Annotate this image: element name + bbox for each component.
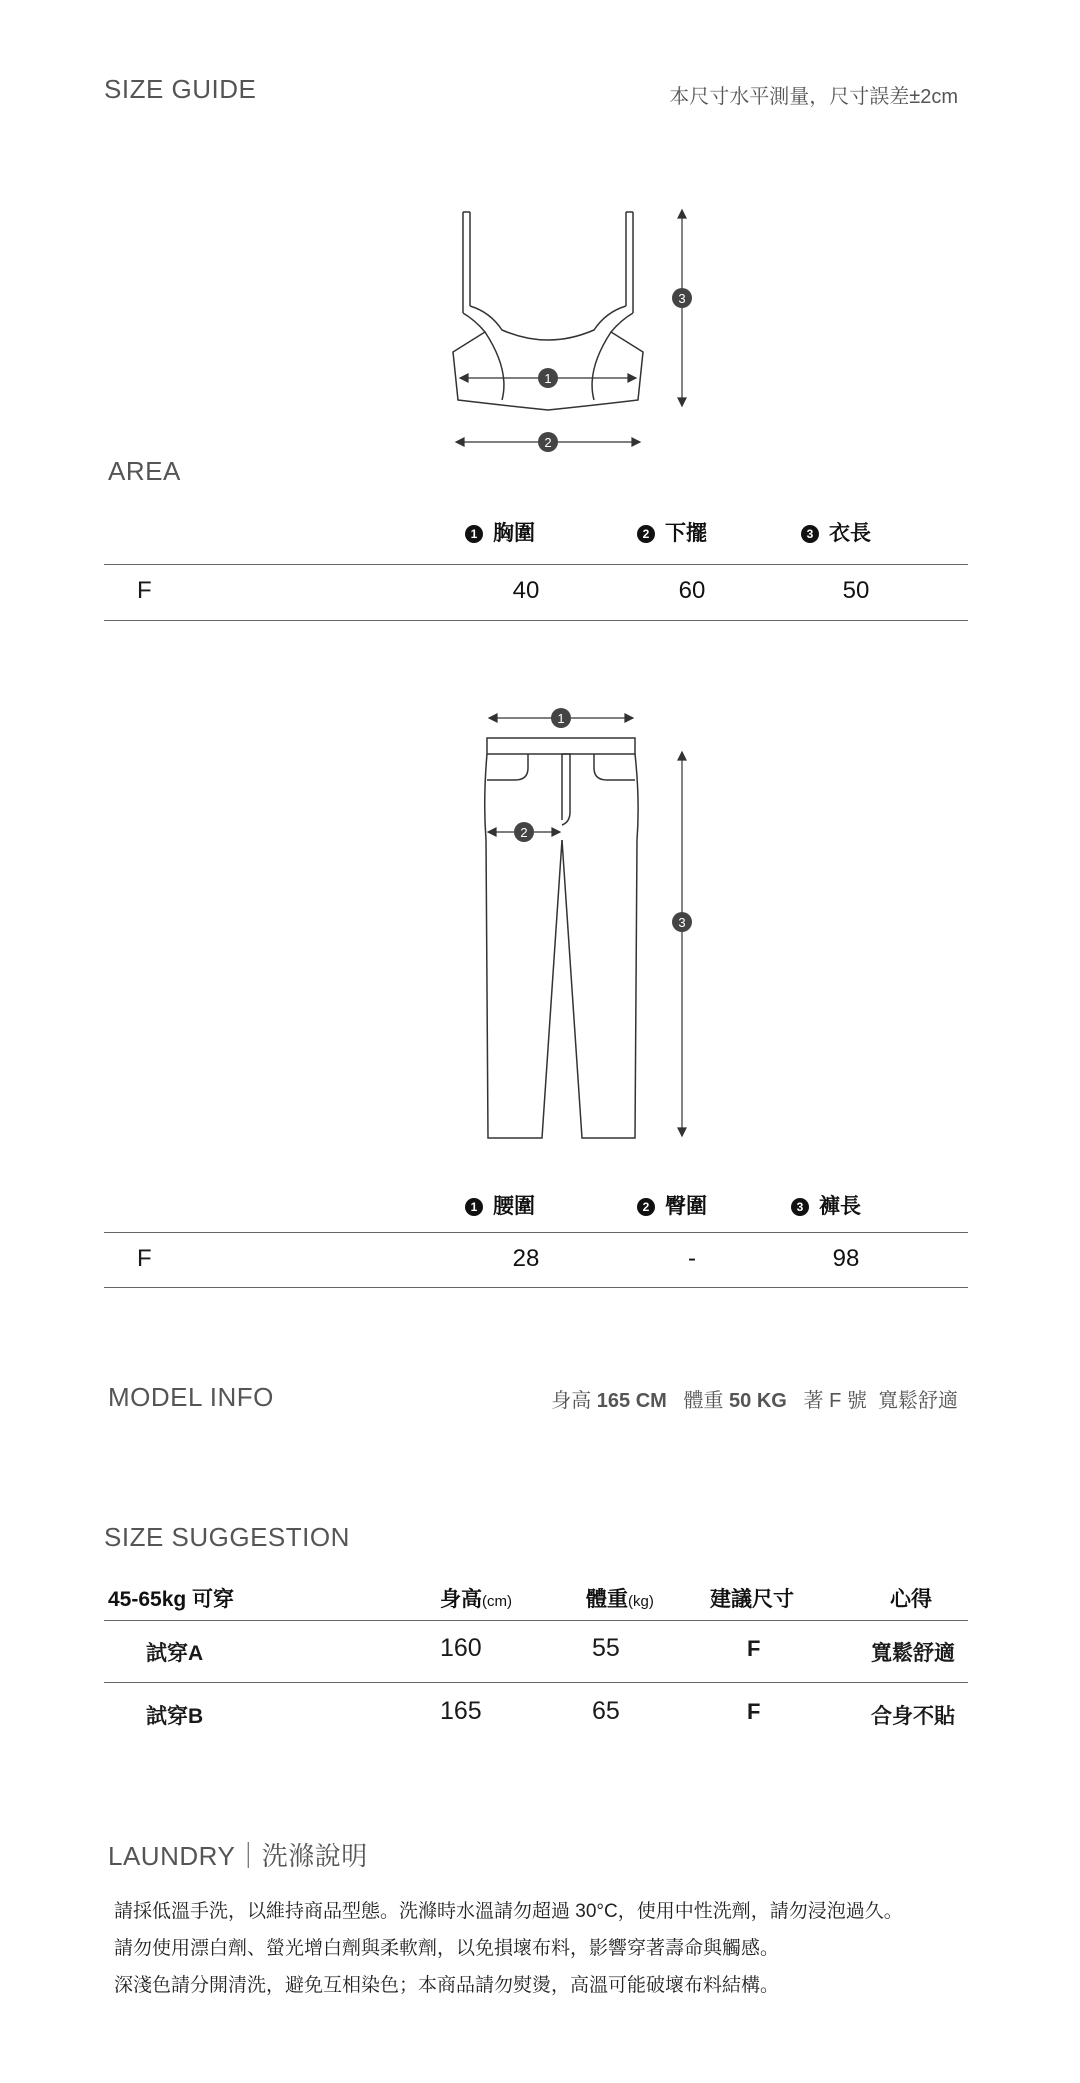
area-value-2: 60 <box>678 577 706 604</box>
number-2-icon: 2 <box>637 1198 655 1216</box>
area-title: AREA <box>108 456 181 486</box>
pants-table-top-rule <box>104 1232 968 1233</box>
model-info-details <box>551 1384 958 1413</box>
number-3-icon: 3 <box>791 1198 809 1216</box>
pants-row-size: F <box>137 1245 152 1272</box>
pants-diagram <box>470 700 710 1150</box>
pants-value-3: 98 <box>832 1245 860 1272</box>
pants-header-1 <box>465 1190 535 1220</box>
suggestion-row-a-comment: 寬鬆舒適 <box>871 1642 955 1665</box>
top-marker-3: 3 <box>678 291 686 306</box>
suggestion-table-top-rule <box>104 1620 968 1621</box>
model-weight-value: 50 KG <box>729 1390 787 1412</box>
pants-header-3-label: 褲長 <box>819 1195 861 1218</box>
pants-marker-3: 3 <box>678 915 686 930</box>
size-suggestion-title: SIZE SUGGESTION <box>104 1522 350 1552</box>
laundry-instructions <box>114 1893 903 2004</box>
pants-marker-1: 1 <box>557 711 565 726</box>
suggestion-header-weight-label: 體重 <box>586 1588 628 1611</box>
area-header-3-label: 衣長 <box>829 522 871 545</box>
pants-header-2 <box>637 1190 707 1220</box>
suggestion-row-a-weight: 55 <box>592 1634 620 1662</box>
top-garment-diagram <box>420 200 720 465</box>
area-row-size: F <box>137 577 152 604</box>
number-1-icon: 1 <box>465 525 483 543</box>
area-table-bottom-rule <box>104 620 968 621</box>
suggestion-header-weight-unit: (kg) <box>628 1593 654 1610</box>
number-2-icon: 2 <box>637 525 655 543</box>
model-height-label: 身高 <box>551 1390 592 1412</box>
area-header-2 <box>637 517 707 547</box>
model-fit: 寬鬆舒適 <box>878 1390 958 1412</box>
suggestion-row-b-size: F <box>747 1699 761 1724</box>
model-weight-label: 體重 <box>683 1390 724 1412</box>
suggestion-row-a-name: 試穿A <box>146 1642 204 1665</box>
number-3-icon: 3 <box>801 525 819 543</box>
suggestion-row-a-height: 160 <box>440 1634 482 1662</box>
suggestion-table-mid-rule <box>104 1682 968 1683</box>
top-marker-2: 2 <box>544 435 552 450</box>
suggestion-row-b-name: 試穿B <box>146 1705 204 1728</box>
size-guide-note: 本尺寸水平測量，尺寸誤差±2cm <box>669 86 958 108</box>
area-value-1: 40 <box>512 577 540 604</box>
suggestion-row-b-weight: 65 <box>592 1697 620 1725</box>
area-header-1 <box>465 517 535 547</box>
suggestion-header-comment: 心得 <box>890 1588 932 1611</box>
suggestion-weight-range: 45-65kg 可穿 <box>108 1588 235 1611</box>
pants-header-3 <box>791 1190 861 1220</box>
pants-header-2-label: 臀圍 <box>665 1195 707 1218</box>
pants-value-2: - <box>688 1245 696 1272</box>
suggestion-header-height-unit: (cm) <box>482 1593 512 1610</box>
pants-table-bottom-rule <box>104 1287 968 1288</box>
area-header-1-label: 胸圍 <box>493 522 535 545</box>
area-table-top-rule <box>104 564 968 565</box>
model-height-value: 165 CM <box>596 1390 667 1412</box>
laundry-line-1: 請採低溫手洗，以維持商品型態。洗滌時水溫請勿超過 30°C，使用中性洗劑，請勿浸泡過久。 <box>114 1901 903 1922</box>
size-guide-title: SIZE GUIDE <box>104 74 257 104</box>
top-marker-1: 1 <box>544 371 552 386</box>
suggestion-row-b-height: 165 <box>440 1697 482 1725</box>
number-1-icon: 1 <box>465 1198 483 1216</box>
pants-value-1: 28 <box>512 1245 540 1272</box>
pants-header-1-label: 腰圍 <box>493 1195 535 1218</box>
suggestion-row-b-comment: 合身不貼 <box>871 1705 955 1728</box>
model-info-title: MODEL INFO <box>108 1382 274 1412</box>
suggestion-header-height-label: 身高 <box>440 1588 482 1611</box>
suggestion-header-weight <box>586 1583 654 1613</box>
area-value-3: 50 <box>842 577 870 604</box>
pants-marker-2: 2 <box>520 825 528 840</box>
model-wear-size: 著 F 號 <box>803 1390 867 1412</box>
laundry-line-3: 深淺色請分開清洗，避免互相染色；本商品請勿熨燙，高溫可能破壞布料結構。 <box>114 1975 780 1996</box>
suggestion-header-height <box>440 1583 512 1613</box>
suggestion-header-size: 建議尺寸 <box>710 1588 794 1611</box>
area-header-3 <box>801 517 871 547</box>
laundry-title: LAUNDRY｜洗滌說明 <box>108 1841 368 1871</box>
laundry-line-2: 請勿使用漂白劑、螢光增白劑與柔軟劑，以免損壞布料，影響穿著壽命與觸感。 <box>114 1938 780 1959</box>
suggestion-row-a-size: F <box>747 1636 761 1661</box>
area-header-2-label: 下擺 <box>665 522 707 545</box>
